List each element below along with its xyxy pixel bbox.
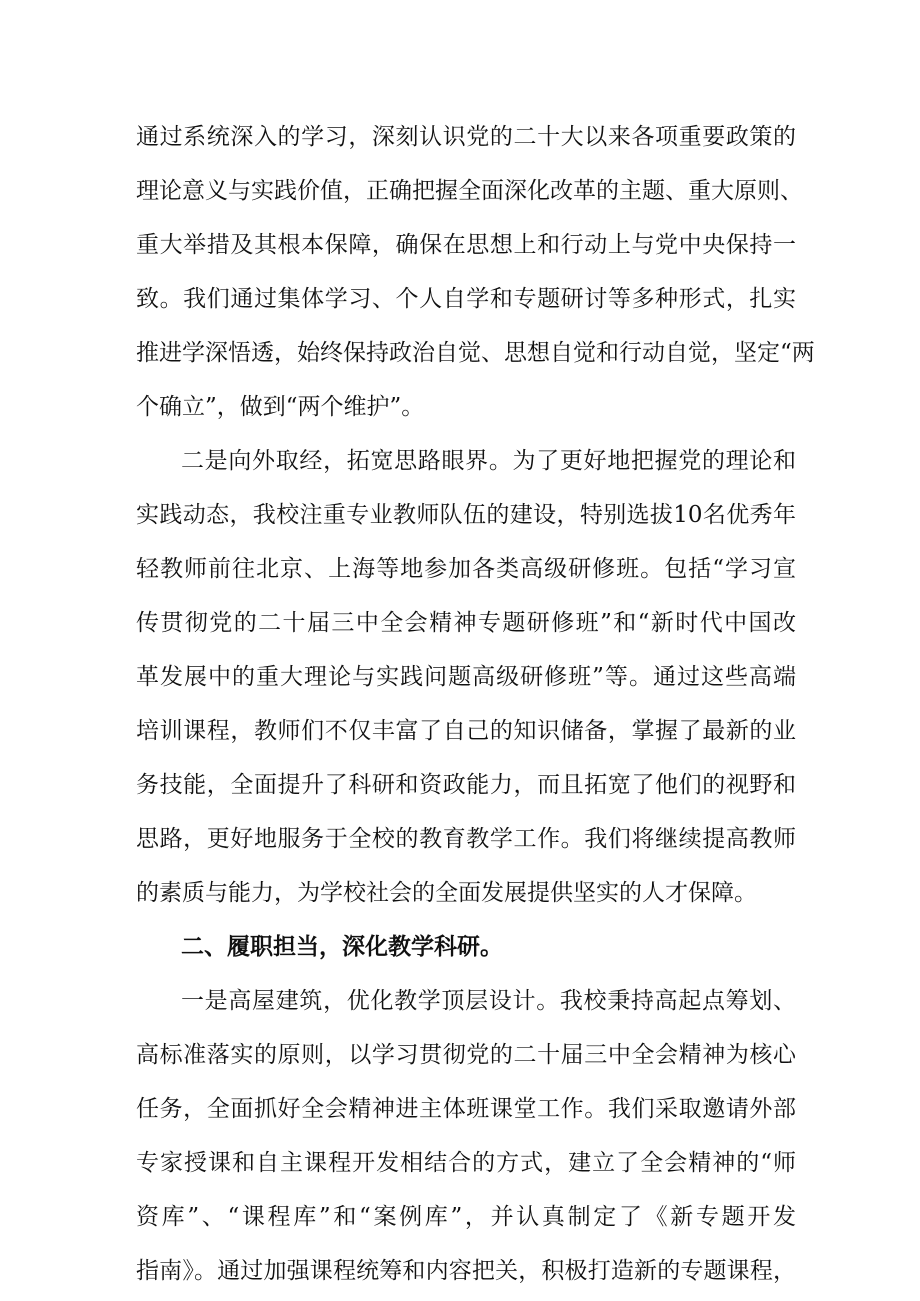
text-line: 资库”、“课程库”和“案例库”，并认真制定了《新专题开发 bbox=[136, 1204, 796, 1230]
text-line: 传贯彻党的二十届三中全会精神专题研修班”和“新时代中国改 bbox=[136, 610, 796, 636]
text-line: 重大举措及其根本保障，确保在思想上和行动上与党中央保持一 bbox=[136, 232, 796, 258]
text-line: 务技能，全面提升了科研和资政能力，而且拓宽了他们的视野和 bbox=[136, 772, 796, 798]
section-heading: 二、履职担当，深化教学科研。 bbox=[181, 934, 503, 960]
text-line: 轻教师前往北京、上海等地参加各类高级研修班。包括“学习宣 bbox=[136, 556, 796, 582]
text-line: 推进学深悟透，始终保持政治自觉、思想自觉和行动自觉，坚定“两 bbox=[136, 340, 815, 366]
text-line: 革发展中的重大理论与实践问题高级研修班”等。通过这些高端 bbox=[136, 664, 796, 690]
text-line: 个确立”，做到“两个维护”。 bbox=[136, 394, 425, 420]
text-line: 二是向外取经，拓宽思路眼界。为了更好地把握党的理论和 bbox=[181, 448, 796, 474]
text-line: 通过系统深入的学习，深刻认识党的二十大以来各项重要政策的 bbox=[136, 124, 796, 150]
text-line: 高标准落实的原则，以学习贯彻党的二十届三中全会精神为核心 bbox=[136, 1042, 796, 1068]
text-line: 指南》。通过加强课程统筹和内容把关，积极打造新的专题课程， bbox=[136, 1258, 796, 1284]
text-line: 任务，全面抓好全会精神进主体班课堂工作。我们采取邀请外部 bbox=[136, 1096, 796, 1122]
text-line: 致。我们通过集体学习、个人自学和专题研讨等多种形式，扎实 bbox=[136, 286, 796, 312]
text-line: 实践动态，我校注重专业教师队伍的建设，特别选拔10名优秀年 bbox=[136, 502, 796, 528]
text-line: 一是高屋建筑，优化教学顶层设计。我校秉持高起点筹划、 bbox=[181, 988, 796, 1014]
paragraph-learning-abroad bbox=[136, 434, 796, 920]
text-line: 思路，更好地服务于全校的教育教学工作。我们将继续提高教师 bbox=[136, 826, 796, 852]
text-line: 培训课程，教师们不仅丰富了自己的知识储备，掌握了最新的业 bbox=[136, 718, 796, 744]
paragraph-top-level-design bbox=[136, 974, 796, 1298]
text-line: 的素质与能力，为学校社会的全面发展提供坚实的人才保障。 bbox=[136, 880, 757, 906]
document-body bbox=[136, 110, 815, 1298]
text-line: 理论意义与实践价值，正确把握全面深化改革的主题、重大原则、 bbox=[136, 178, 803, 204]
text-line: 专家授课和自主课程开发相结合的方式，建立了全会精神的“师 bbox=[136, 1150, 796, 1176]
paragraph-continuation bbox=[136, 110, 815, 434]
